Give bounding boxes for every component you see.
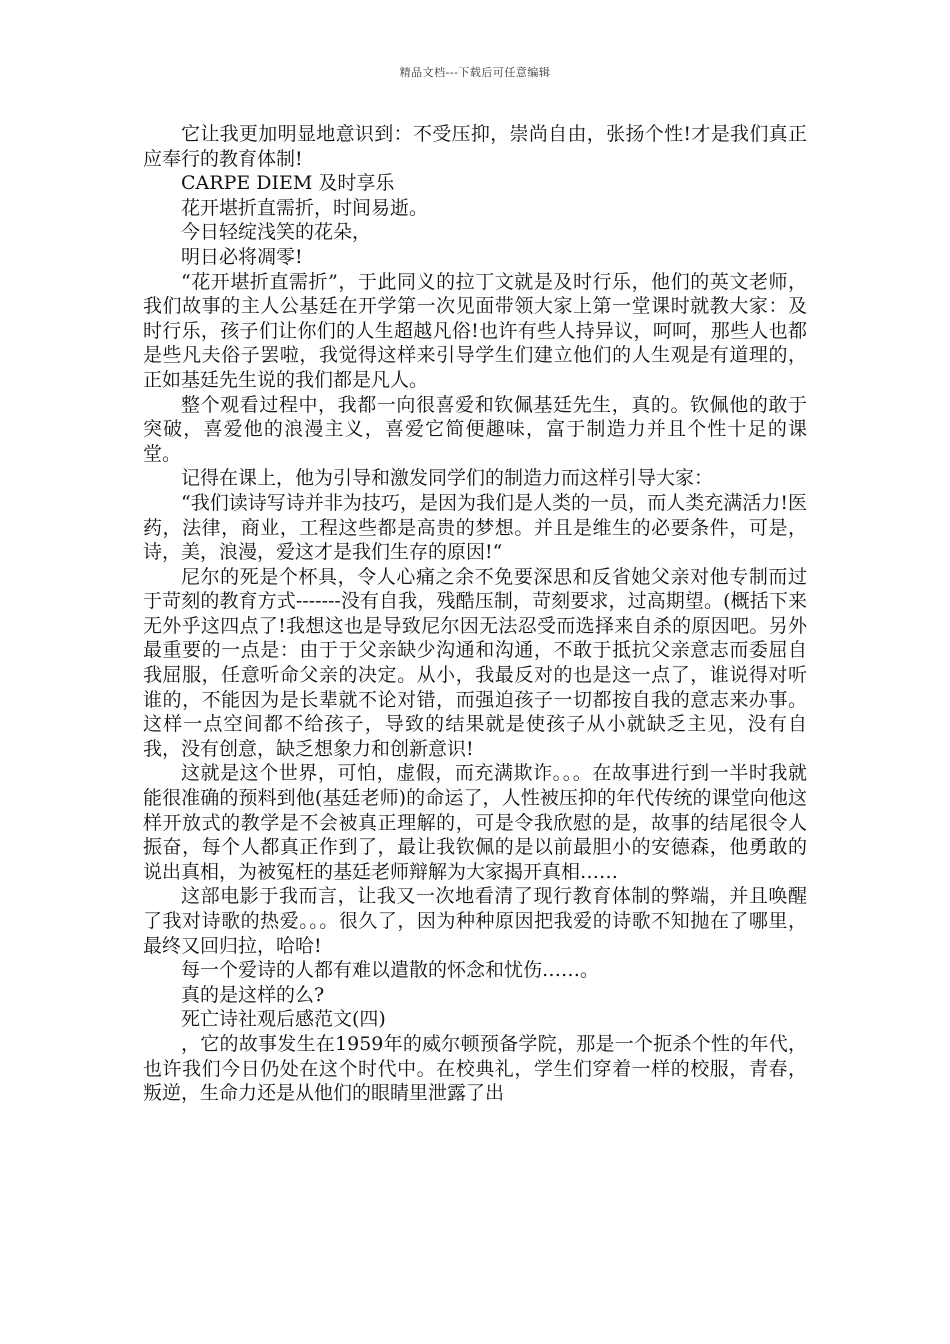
section-title: 死亡诗社观后感范文(四) xyxy=(181,1008,386,1031)
paragraph: 今日轻绽浅笑的花朵， xyxy=(181,221,372,244)
paragraph: 花开堪折直需折，时间易逝。 xyxy=(181,196,429,219)
paragraph: 记得在课上，他为引导和激发同学们的制造力而这样引导大家： xyxy=(181,467,714,490)
document-body xyxy=(143,122,807,1106)
paragraph: CARPE DIEM 及时享乐 xyxy=(181,172,395,195)
paragraph: ，它的故事发生在1959年的威尔顿预备学院，那是一个扼杀个性的年代，也许我们今日仍处在这个时代中。在校典礼，学生们穿着一样的校服，青春，叛逆，生命力还是从他们的眼睛里泄露了出 xyxy=(143,1032,807,1105)
paragraph: “花开堪折直需折”，于此同义的拉丁文就是及时行乐，他们的英文老师，我们故事的主人公基廷在开学第一次见面带领大家上第一堂课时就教大家：及时行乐，孩子们让你们的人生超越凡俗!也许有些人持异议，呵呵，那些人也都是些凡夫俗子罢啦，我觉得这样来引导学生们建立他们的人生观是有道理的，正如基廷先生说的我们都是凡人。 xyxy=(143,270,807,391)
paragraph: 明日必将凋零! xyxy=(181,245,303,268)
paragraph: 真的是这样的么? xyxy=(181,983,325,1006)
paragraph: 每一个爱诗的人都有难以遣散的怀念和忧伤……。 xyxy=(181,959,600,982)
paragraph: 整个观看过程中，我都一向很喜爱和钦佩基廷先生，真的。钦佩他的敢于突破，喜爱他的浪漫主义，喜爱它简便趣味，富于制造力并且个性十足的课堂。 xyxy=(143,393,807,465)
paragraph: 尼尔的死是个杯具，令人心痛之余不免要深思和反省她父亲对他专制而过于苛刻的教育方式-------没有自我，残酷压制，苛刻要求，过高期望。(概括下来无外乎这四点了!我想这也是导致尼尔因无法忍受而选择来自杀的原因吧。另外最重要的一点是：由于于父亲缺少沟通和沟通，不敢于抵抗父亲意志而委屈自我屈服，任意听命父亲的决定。从小，我最反对的也是这一点了，谁说得对听谁的，不能因为是长辈就不论对错，而强迫孩子一切都按自我的意志来办事。这样一点空间都不给孩子，导致的结果就是使孩子从小就缺乏主见，没有自我，没有创意，缺乏想象力和创新意识! xyxy=(143,565,807,760)
paragraph: 这部电影于我而言，让我又一次地看清了现行教育体制的弊端，并且唤醒了我对诗歌的热爱。。。很久了，因为种种原因把我爱的诗歌不知抛在了哪里，最终又回归拉，哈哈! xyxy=(143,885,807,957)
paragraph: 它让我更加明显地意识到：不受压抑，崇尚自由，张扬个性!才是我们真正应奉行的教育体制! xyxy=(143,123,807,170)
paragraph: “我们读诗写诗并非为技巧，是因为我们是人类的一员，而人类充满活力!医药，法律，商业，工程这些都是高贵的梦想。并且是维生的必要条件，可是，诗，美，浪漫，爱这才是我们生存的原因!“ xyxy=(143,491,807,564)
page-header: 精品文档---下载后可任意编辑 xyxy=(399,66,551,79)
paragraph: 这就是这个世界，可怕，虚假，而充满欺诈。。。在故事进行到一半时我就能很准确的预料到他(基廷老师)的命运了，人性被压抑的年代传统的课堂向他这样开放式的教学是不会被真正理解的，可是令我欣慰的是，故事的结尾很令人振奋，每个人都真正作到了，最让我钦佩的是以前最胆小的安德森，他勇敢的说出真相，为被冤枉的基廷老师辩解为大家揭开真相…… xyxy=(143,762,807,883)
